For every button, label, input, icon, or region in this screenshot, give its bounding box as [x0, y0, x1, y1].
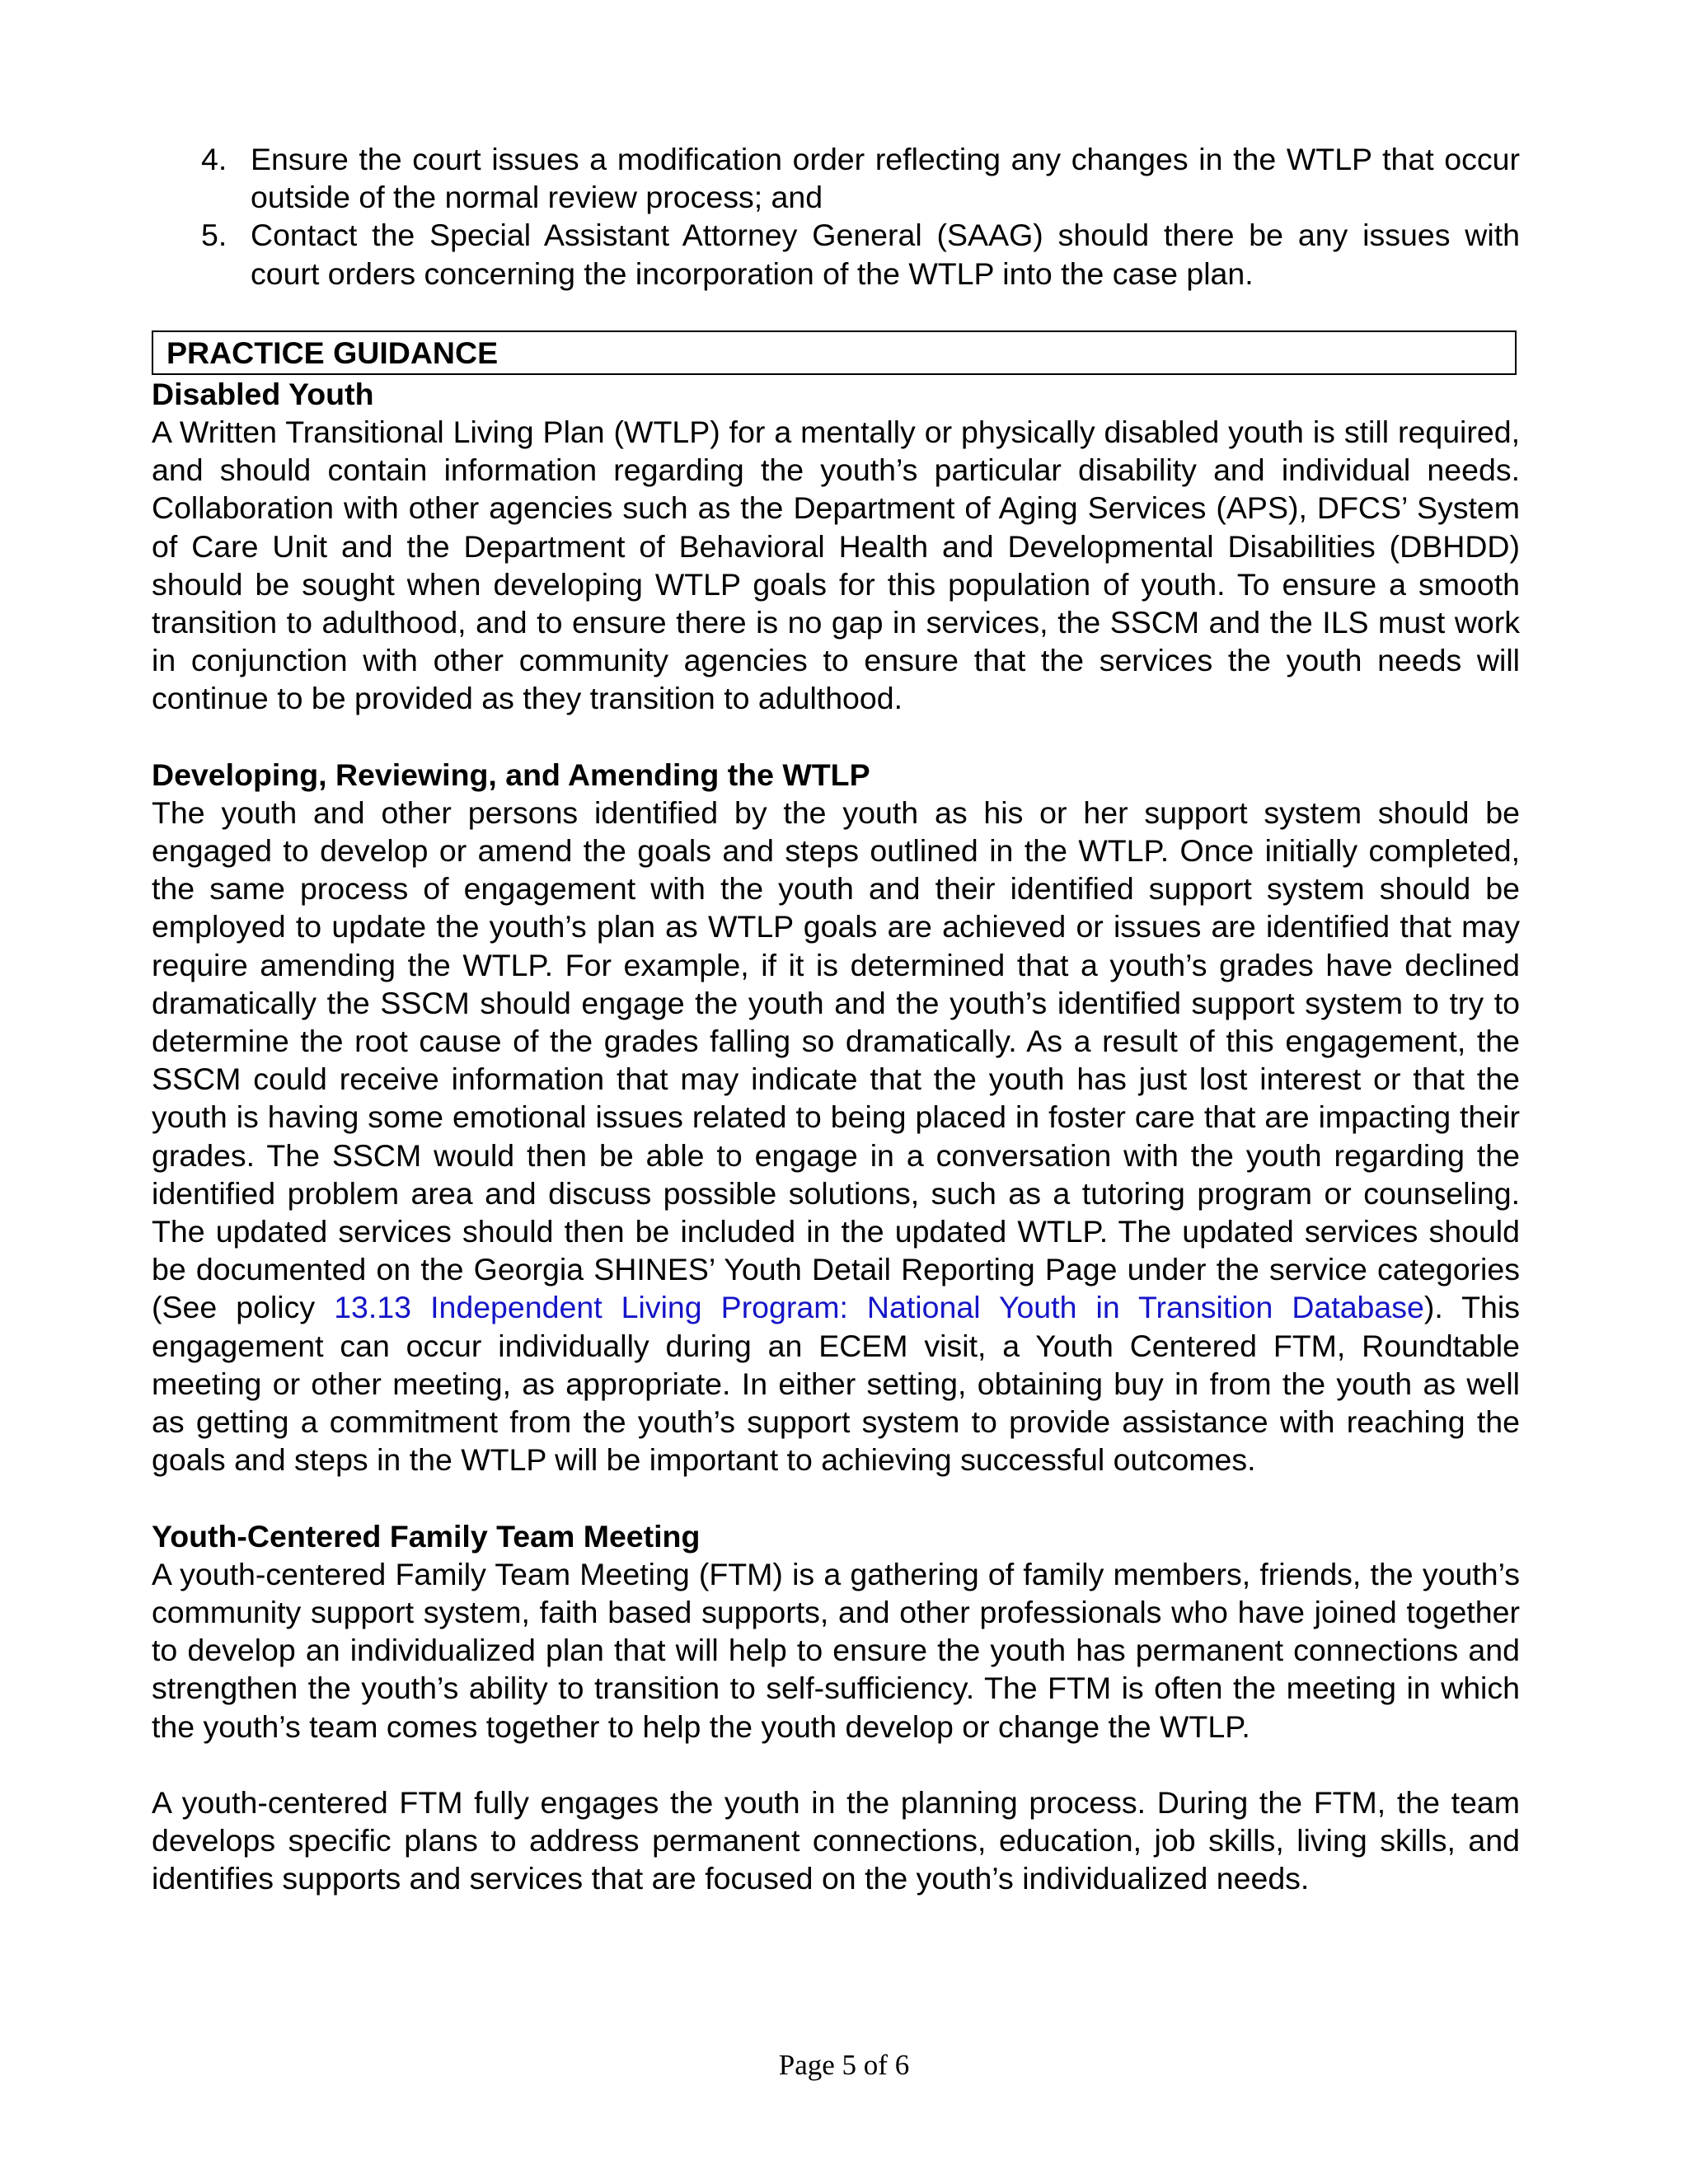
document-content — [152, 140, 1520, 1897]
section-heading-disabled-youth: Disabled Youth — [152, 376, 374, 411]
list-item-text: Contact the Special Assistant Attorney General (SAAG) should there be any issues with court orders concerning the incorporation of the WTLP into the case plan. — [251, 218, 1520, 291]
paragraph-disabled-youth: A Written Transitional Living Plan (WTLP) for a mentally or physically disabled youth is still required, and should contain information regarding the youth’s particular disability and individual needs. Collaboration with other agencies such as the Department of Aging Services (APS), DFCS’ System of Care Unit and the Department of Behavioral Health and Developmental Disabilities (DBHDD) should be sought when developing WTLP goals for this population of youth. To ensure a smooth transition to adulthood, and to ensure there is no gap in services, the SSCM and the ILS must work in conjunction with other community agencies to ensure that the services the youth needs will continue to be provided as they transition to adulthood. — [152, 415, 1520, 716]
list-item-number: 5. — [201, 218, 227, 253]
paragraph-spacer — [152, 1479, 1520, 1517]
list-item — [152, 140, 1520, 216]
paragraph-ftm-definition: A youth-centered Family Team Meeting (FTM) is a gathering of family members, friends, the youth’s community support system, faith based supports, and other professionals who have joined together to develop an individualized plan that will help to ensure the youth has permanent connections and strengthen the youth’s ability to transition to self-sufficiency. The FTM is often the meeting in which the youth’s team comes together to help the youth develop or change the WTLP. — [152, 1556, 1520, 1744]
list-item-number: 4. — [201, 142, 227, 176]
paragraph-text-after-link: ). This engagement can occur individually during an ECEM visit, a Youth Centered FTM, Roundtable meeting or other meeting, as appropriate. In either setting, obtaining buy in from the youth as well as getting a commitment from the youth’s support system to provide assistance with reaching the goals and steps in the WTLP will be important to achieving successful outcomes. — [152, 1290, 1520, 1478]
list-item-text: Ensure the court issues a modification order reflecting any changes in the WTLP that occur outside of the normal review process; and — [251, 142, 1520, 215]
section-heading-ftm: Youth-Centered Family Team Meeting — [152, 1518, 701, 1554]
paragraph-spacer — [152, 1746, 1520, 1783]
numbered-list — [152, 140, 1520, 293]
section-heading-developing-wtlp: Developing, Reviewing, and Amending the WTLP — [152, 757, 870, 792]
paragraph-spacer — [152, 718, 1520, 756]
paragraph-developing-wtlp — [152, 794, 1520, 1479]
practice-guidance-box: PRACTICE GUIDANCE — [152, 330, 1517, 375]
page-number-footer: Page 5 of 6 — [778, 2049, 910, 2081]
policy-link-nytd[interactable]: 13.13 Independent Living Program: National Youth in Transition Database — [334, 1290, 1424, 1325]
paragraph-text-before-link: The youth and other persons identified by the youth as his or her support system should be engaged to develop or amend the goals and steps outlined in the WTLP. Once initially completed, the same process of engagement with the youth and their identified support system should be employed to update the youth’s plan as WTLP goals are achieved or issues are identified that may require amending the WTLP. For example, if it is determined that a youth’s grades have declined dramatically the SSCM should engage the youth and the youth’s identified support system to try to determine the root cause of the grades falling so dramatically. As a result of this engagement, the SSCM could receive information that may indicate that the youth has just lost interest or that the youth is having some emotional issues related to being placed in foster care that are impacting their grades. The SSCM would then be able to engage in a conversation with the youth regarding the identified problem area and discuss possible solutions, such as a tutoring program or counseling. The updated services should then be included in the updated WTLP. The updated services should be documented on the Georgia SHINES’ Youth Detail Reporting Page under the service categories (See policy — [152, 794, 1520, 1325]
list-item — [152, 216, 1520, 292]
paragraph-ftm-engagement: A youth-centered FTM fully engages the youth in the planning process. During the FTM, the team develops specific plans to address permanent connections, education, job skills, living skills, and identifies supports and services that are focused on the youth’s individualized needs. — [152, 1784, 1520, 1896]
